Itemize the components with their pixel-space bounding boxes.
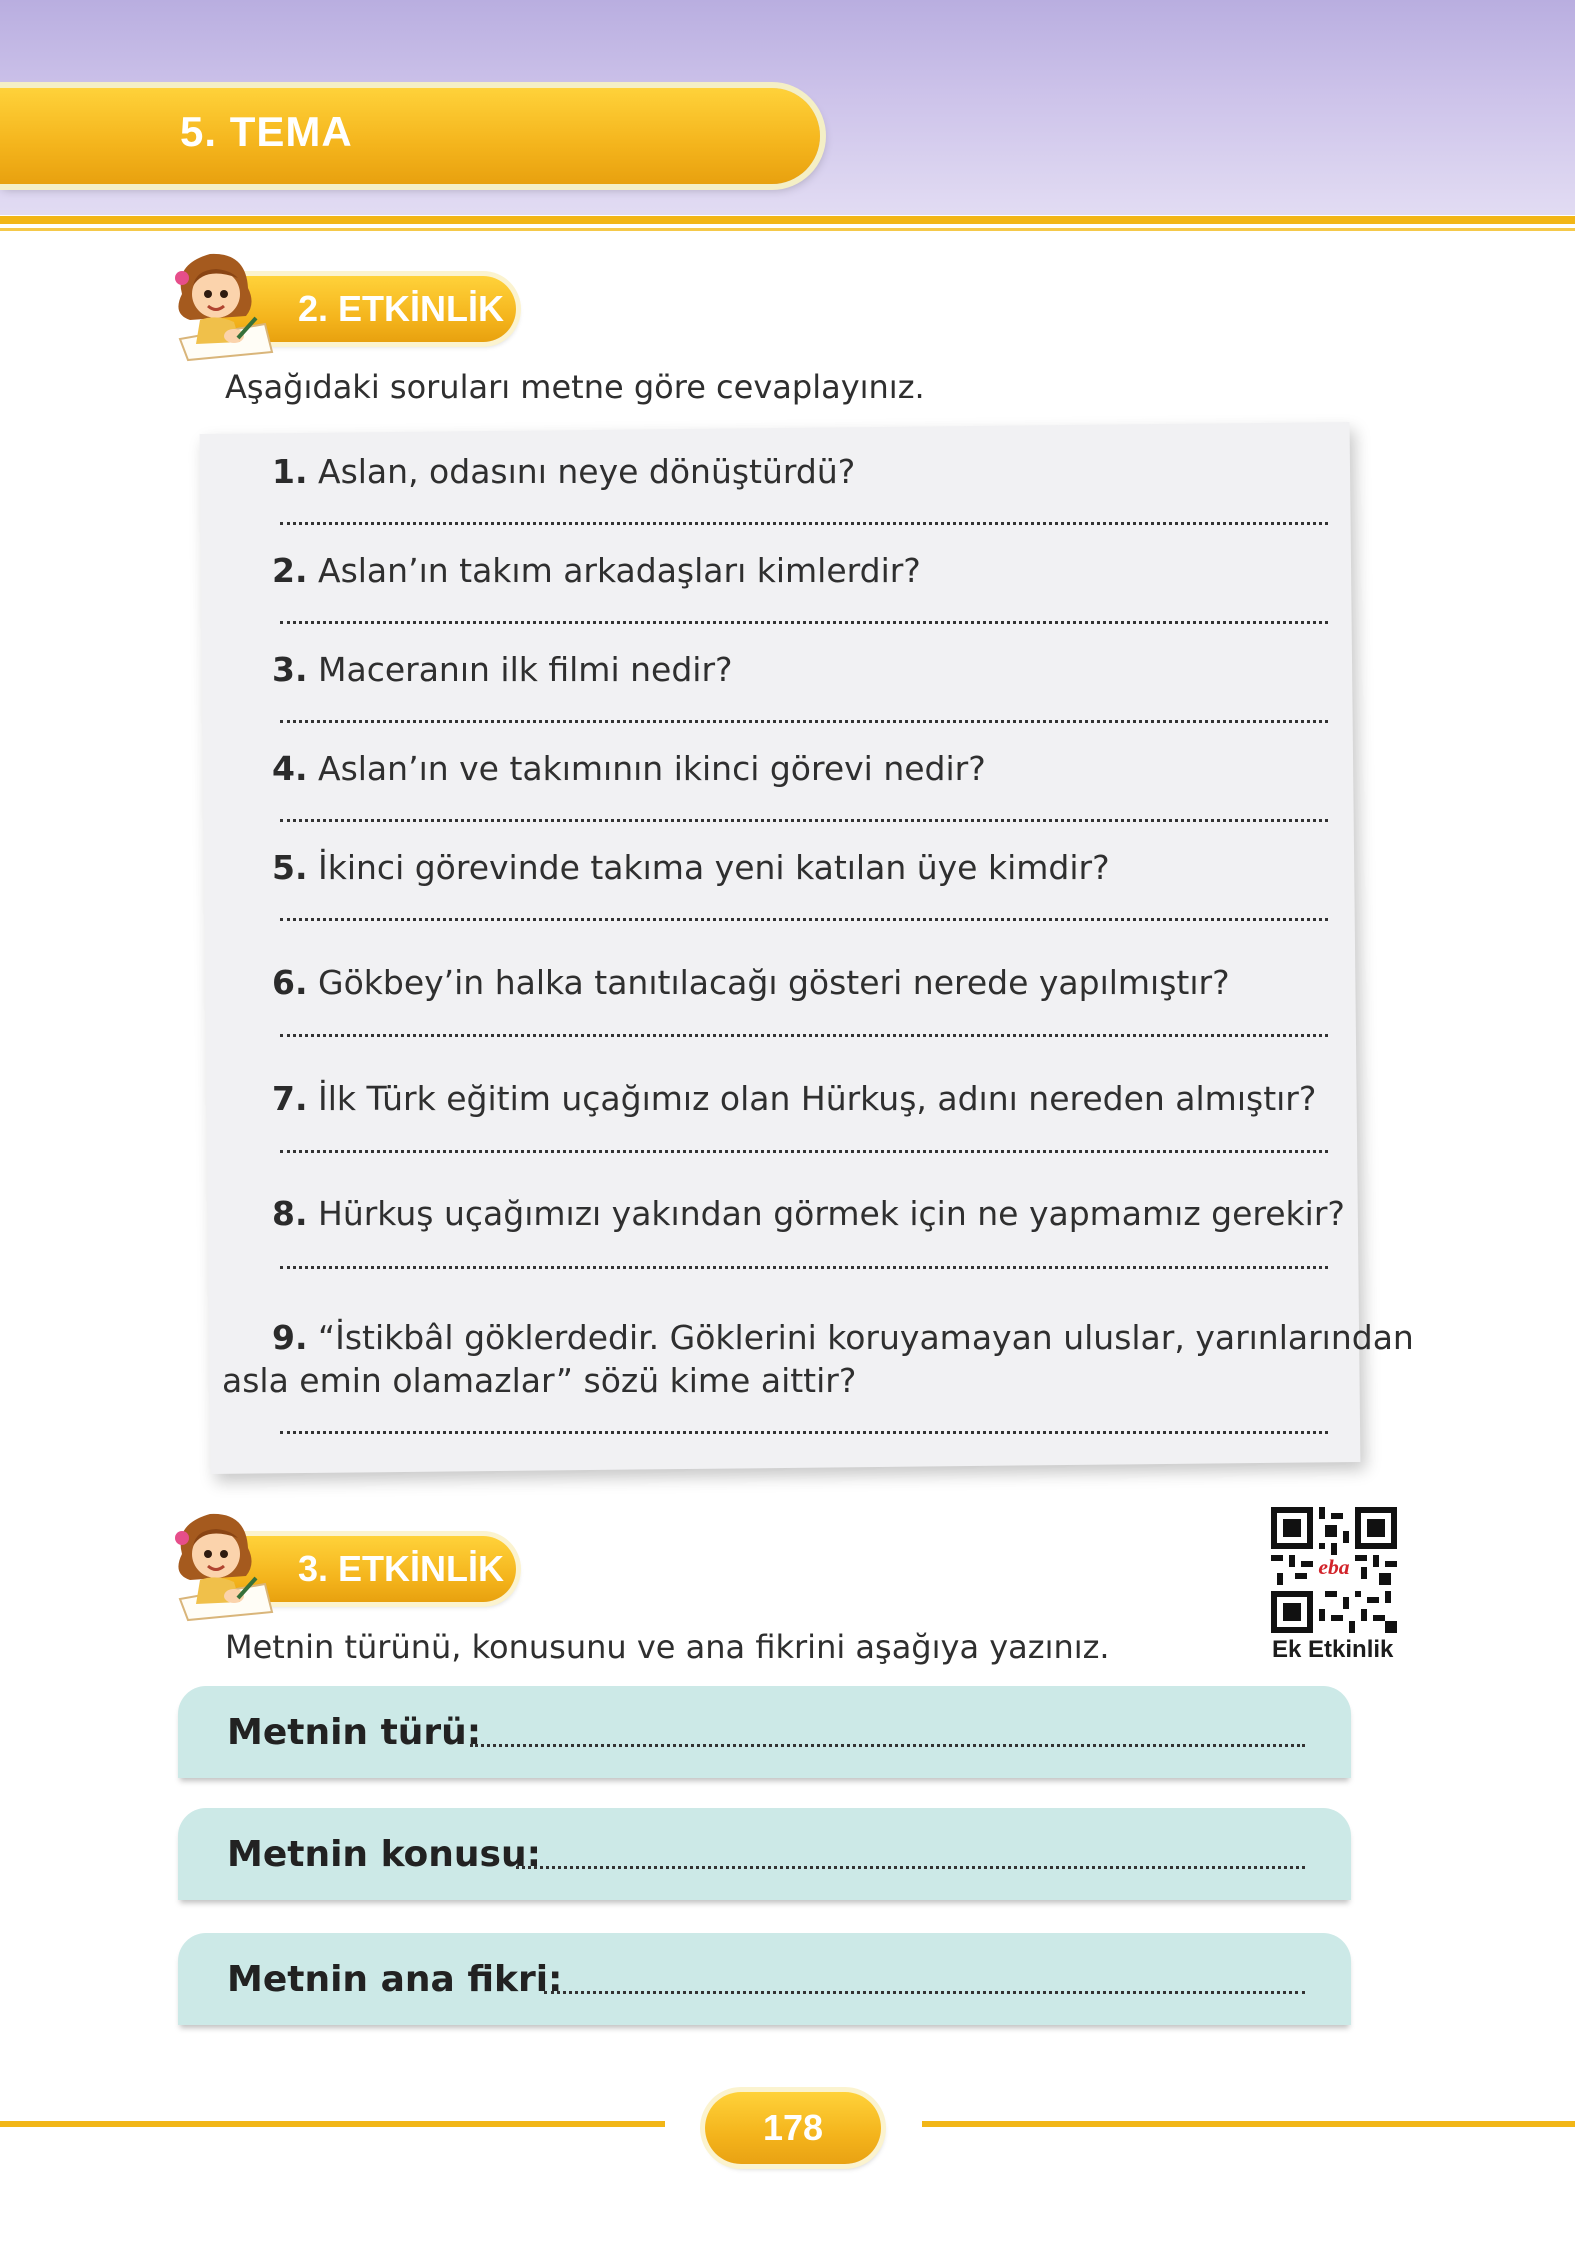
question-text: Aslan’ın takım arkadaşları kimlerdir?	[318, 551, 921, 590]
question-text: Maceranın ilk filmi nedir?	[318, 650, 733, 689]
field-main-idea[interactable]	[178, 1933, 1351, 2025]
question-text: İlk Türk eğitim uçağımız olan Hürkuş, adını nereden almıştır?	[318, 1079, 1317, 1118]
field-label: Metnin konusu:	[227, 1834, 541, 1875]
answer-line-1[interactable]	[280, 518, 1328, 525]
question-text: Hürkuş uçağımızı yakından görmek için ne yapmamız gerekir?	[318, 1194, 1345, 1233]
answer-line-6[interactable]	[280, 1030, 1328, 1037]
activity2-instruction: Aşağıdaki soruları metne göre cevaplayınız.	[225, 368, 925, 406]
question-7	[272, 1079, 1316, 1118]
question-number: 9.	[272, 1318, 308, 1357]
question-text: İkinci görevinde takıma yeni katılan üye kimdir?	[318, 848, 1110, 887]
footer-rule-left	[0, 2121, 665, 2127]
theme-title: 5. TEMA	[180, 108, 353, 155]
question-number: 6.	[272, 963, 308, 1002]
question-number: 2.	[272, 551, 308, 590]
header-rule-thin	[0, 228, 1575, 231]
answer-line-3[interactable]	[280, 716, 1328, 723]
question-9	[272, 1318, 1414, 1357]
student-girl-icon	[160, 1504, 280, 1624]
question-text: Gökbey’in halka tanıtılacağı gösteri nerede yapılmıştır?	[318, 963, 1230, 1002]
qr-label: Ek Etkinlik	[1272, 1636, 1394, 1663]
answer-line-8[interactable]	[280, 1262, 1328, 1269]
field-label: Metnin ana fikri:	[227, 1959, 563, 2000]
question-4	[272, 749, 986, 788]
question-text: Aslan’ın ve takımının ikinci görevi nedir?	[318, 749, 986, 788]
answer-line-5[interactable]	[280, 914, 1328, 921]
question-3	[272, 650, 733, 689]
answer-line-7[interactable]	[280, 1146, 1328, 1153]
activity3-title: 3. ETKİNLİK	[298, 1548, 505, 1589]
question-2	[272, 551, 921, 590]
answer-line-4[interactable]	[280, 815, 1328, 822]
question-text: “İstikbâl göklerdedir. Göklerini koruyamayan uluslar, yarınlarından	[318, 1318, 1414, 1357]
question-text: Aslan, odasını neye dönüştürdü?	[318, 452, 856, 491]
field-label: Metnin türü:	[227, 1712, 482, 1753]
question-5	[272, 848, 1110, 887]
question-number: 7.	[272, 1079, 308, 1118]
question-number: 3.	[272, 650, 308, 689]
answer-line-9[interactable]	[280, 1427, 1328, 1434]
question-8	[272, 1194, 1345, 1233]
header-rule	[0, 216, 1575, 224]
field-answer-line[interactable]	[470, 1744, 1305, 1747]
field-answer-line[interactable]	[544, 1991, 1305, 1994]
theme-banner	[0, 88, 820, 184]
eba-logo-text: eba	[1318, 1555, 1350, 1580]
question-number: 1.	[272, 452, 308, 491]
question-9-continued: asla emin olamazlar” sözü kime aittir?	[222, 1361, 857, 1400]
student-girl-icon	[160, 244, 280, 364]
question-number: 4.	[272, 749, 308, 788]
field-text-type[interactable]	[178, 1686, 1351, 1778]
question-1	[272, 452, 855, 491]
question-number: 8.	[272, 1194, 308, 1233]
qr-code-icon[interactable]	[1271, 1507, 1397, 1633]
field-answer-line[interactable]	[516, 1866, 1305, 1869]
activity2-title: 2. ETKİNLİK	[298, 288, 505, 329]
question-number: 5.	[272, 848, 308, 887]
answer-line-2[interactable]	[280, 617, 1328, 624]
footer-rule-right	[922, 2121, 1575, 2127]
field-text-topic[interactable]	[178, 1808, 1351, 1900]
activity3-instruction: Metnin türünü, konusunu ve ana fikrini aşağıya yazınız.	[225, 1628, 1110, 1666]
question-6	[272, 963, 1230, 1002]
page-number: 178	[705, 2092, 881, 2164]
